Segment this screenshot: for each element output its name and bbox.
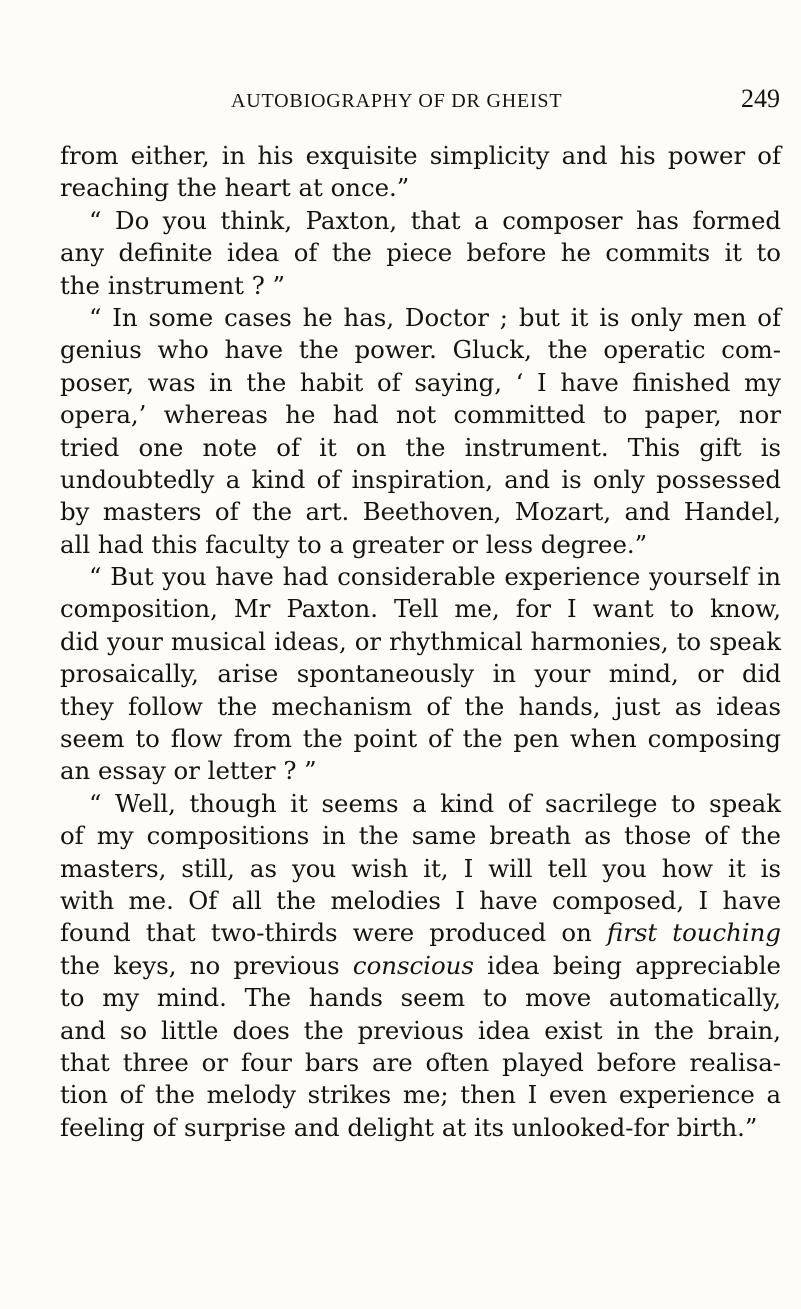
text-line: an essay or letter ? ”: [60, 756, 317, 786]
text-segment: found that two-thirds were produced on: [60, 918, 607, 948]
text-line: composition, Mr Paxton. Tell me, for I want to know,: [60, 594, 781, 624]
text-line: to my mind. The hands seem to move automatically,: [60, 983, 781, 1013]
text-line: “ In some cases he has, Doctor ; but it is only men of: [89, 302, 781, 332]
italic-phrase: first touching: [606, 918, 781, 948]
text-line: from either, in his exquisite simplicity and his power of: [60, 141, 781, 170]
text-line: did your musical ideas, or rhythmical harmonies, to speak: [60, 626, 781, 656]
text-line: “ But you have had considerable experience yourself in: [89, 562, 781, 592]
text-line: any definite idea of the piece before he commits it to: [60, 238, 781, 268]
text-line: reaching the heart at once.”: [60, 173, 410, 203]
text-segment: idea being appreciable: [473, 950, 781, 980]
text-line: genius who have the power. Gluck, the operatic com-: [60, 335, 781, 365]
text-line: tion of the melody strikes me; then I even experience a: [60, 1080, 781, 1110]
text-line: poser, was in the habit of saying, ‘ I have finished my: [60, 367, 781, 397]
text-line: all had this faculty to a greater or less degree.”: [60, 529, 648, 559]
text-line: seem to flow from the point of the pen when composing: [60, 724, 781, 754]
page-number: 249: [741, 84, 780, 113]
text-line: and so little does the previous idea exist in the brain,: [60, 1015, 781, 1045]
text-line: undoubtedly a kind of inspiration, and is only possessed: [60, 464, 781, 494]
text-line: that three or four bars are often played before realisa-: [60, 1047, 781, 1077]
running-head: [60, 84, 780, 118]
text-line: the instrument ? ”: [60, 270, 286, 300]
text-segment: the keys, no previous: [60, 950, 353, 980]
text-line: “ Well, though it seems a kind of sacrilege to speak: [89, 788, 781, 818]
running-title: AUTOBIOGRAPHY OF DR GHEIST: [231, 90, 563, 112]
text-line-emphasis: [60, 950, 781, 982]
text-line: they follow the mechanism of the hands, just as ideas: [60, 691, 781, 721]
text-line: by masters of the art. Beethoven, Mozart, and Handel,: [60, 497, 781, 527]
text-line: masters, still, as you wish it, I will tell you how it is: [60, 853, 781, 883]
body-text: [60, 140, 781, 1144]
text-line: feeling of surprise and delight at its unlooked-for birth.”: [60, 1112, 758, 1142]
text-line: tried one note of it on the instrument. This gift is: [60, 432, 781, 462]
text-line: with me. Of all the melodies I have composed, I have: [60, 885, 781, 915]
text-line: opera,’ whereas he had not committed to paper, nor: [60, 400, 781, 430]
text-line: “ Do you think, Paxton, that a composer has formed: [89, 205, 781, 235]
italic-phrase: conscious: [352, 950, 474, 980]
text-line-emphasis: [60, 917, 781, 949]
text-line: prosaically, arise spontaneously in your mind, or did: [60, 659, 781, 689]
text-line: of my compositions in the same breath as those of the: [60, 821, 781, 851]
